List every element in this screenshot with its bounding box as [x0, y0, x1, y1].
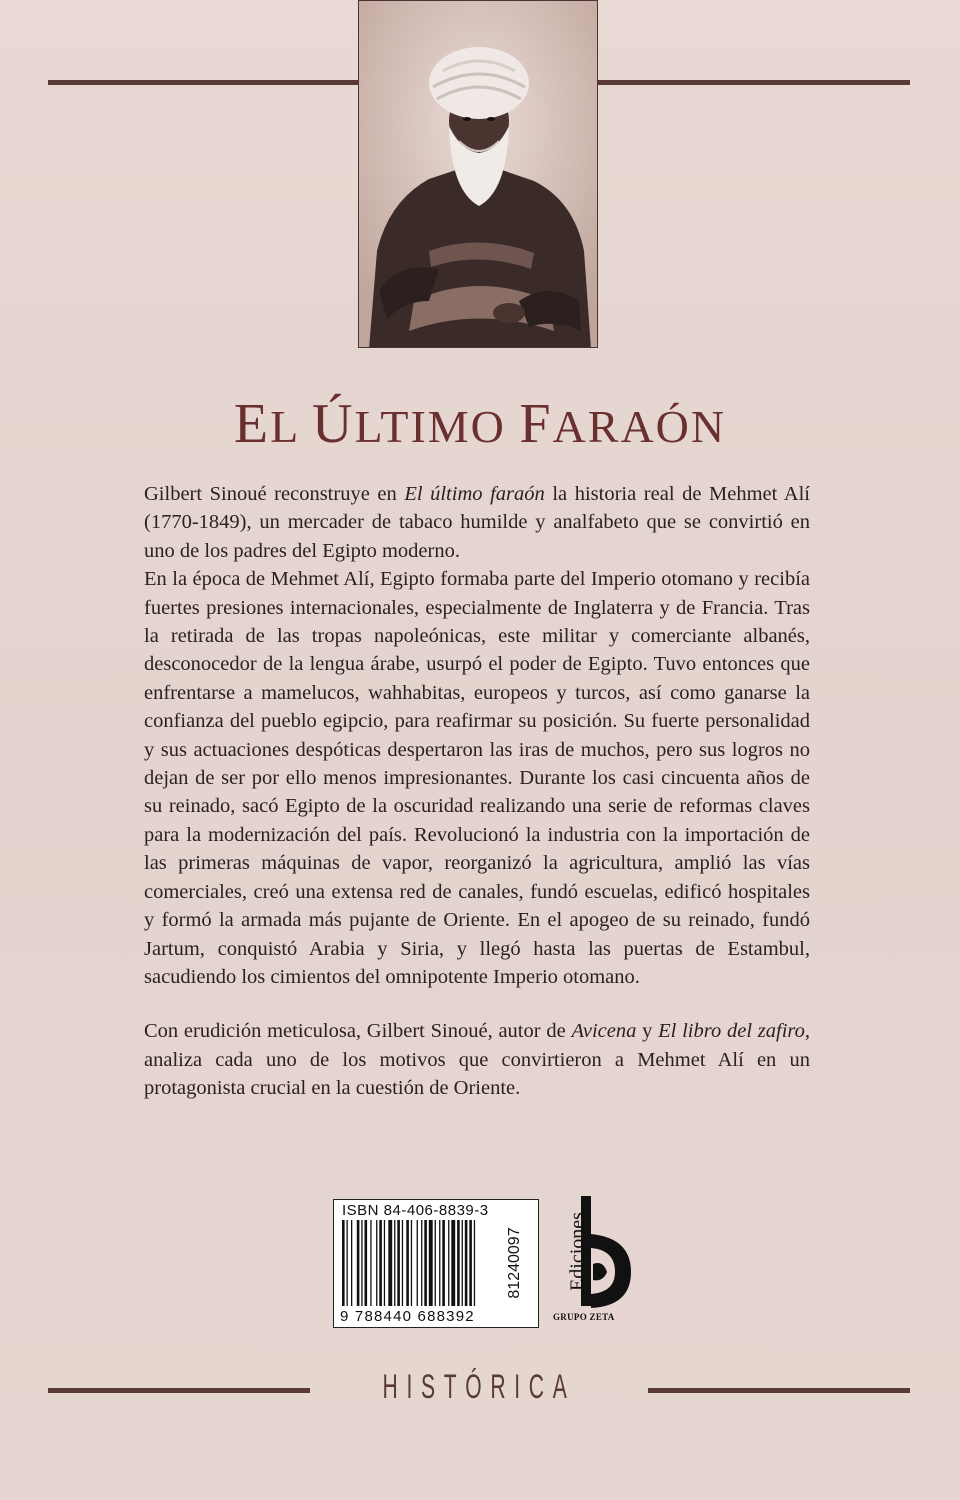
publisher-name: Ediciones — [566, 1212, 589, 1291]
top-rule-left — [48, 80, 358, 85]
collection-name: HISTÓRICA — [382, 1368, 576, 1406]
top-rule-right — [598, 80, 910, 85]
blurb — [144, 480, 810, 1103]
side-code: 81240097 — [506, 1227, 523, 1299]
publisher-group: GRUPO ZETA — [553, 1312, 615, 1322]
portrait-image — [358, 0, 598, 348]
bottom-rule-left — [48, 1388, 310, 1393]
book-title: EL ÚLTIMO FARAÓN — [233, 393, 727, 455]
blurb-paragraph-2: En la época de Mehmet Alí, Egipto formaba parte del Imperio otomano y recibía fuertes presiones internacionales, especialmente de Inglaterra y de Francia. Tras la retirada de las tropas napoleónicas, este militar y comerciante albanés, desconocedor de la lengua árabe, usurpó el poder de Egipto. Tuvo entonces que enfrentarse a mamelucos, wahhabitas, europeos y turcos, así como ganarse la confianza del pueblo egipcio, para reafirmar su posición. Su fuerte personalidad y sus actuaciones despóticas despertaron las iras de muchos, pero sus logros no dejan de ser por ello menos impresionantes. Durante los casi cincuenta años de su reinado, sacó Egipto de la oscuridad realizando una serie de reformas claves para la modernización del país. Revolucionó la industria con la importación de las primeras máquinas de vapor, reorganizó la agricultura, amplió las vías comerciales, creó una extensa red de canales, fundó escuelas, edificó hospitales y formó la armada más pujante de Oriente. En el apogeo de su reinado, fundó Jartum, conquistó Arabia y Siria, y llegó hasta las puertas de Estambul, sacudiendo los cimientos del omnipotente Imperio otomano. — [144, 568, 810, 988]
publisher-logo-icon — [553, 1194, 633, 1324]
ean-number: 9 788440 688392 — [340, 1308, 475, 1325]
isbn-number: ISBN 84-406-8839-3 — [342, 1202, 489, 1219]
barcode-bars — [340, 1220, 534, 1308]
blurb-paragraph-1: Gilbert Sinoué reconstruye en El último faraón la historia real de Mehmet Alí (1770-1849), un mercader de tabaco humilde y analfabeto que se convirtió en uno de los padres del Egipto moderno. — [144, 483, 810, 562]
blurb-paragraph-3: Con erudición meticulosa, Gilbert Sinoué, autor de Avicena y El libro del zafiro, analiza cada uno de los motivos que convirtieron a Mehmet Alí en un protagonista crucial en la cuestión de Oriente. — [144, 1020, 810, 1100]
bottom-rule-right — [648, 1388, 910, 1393]
